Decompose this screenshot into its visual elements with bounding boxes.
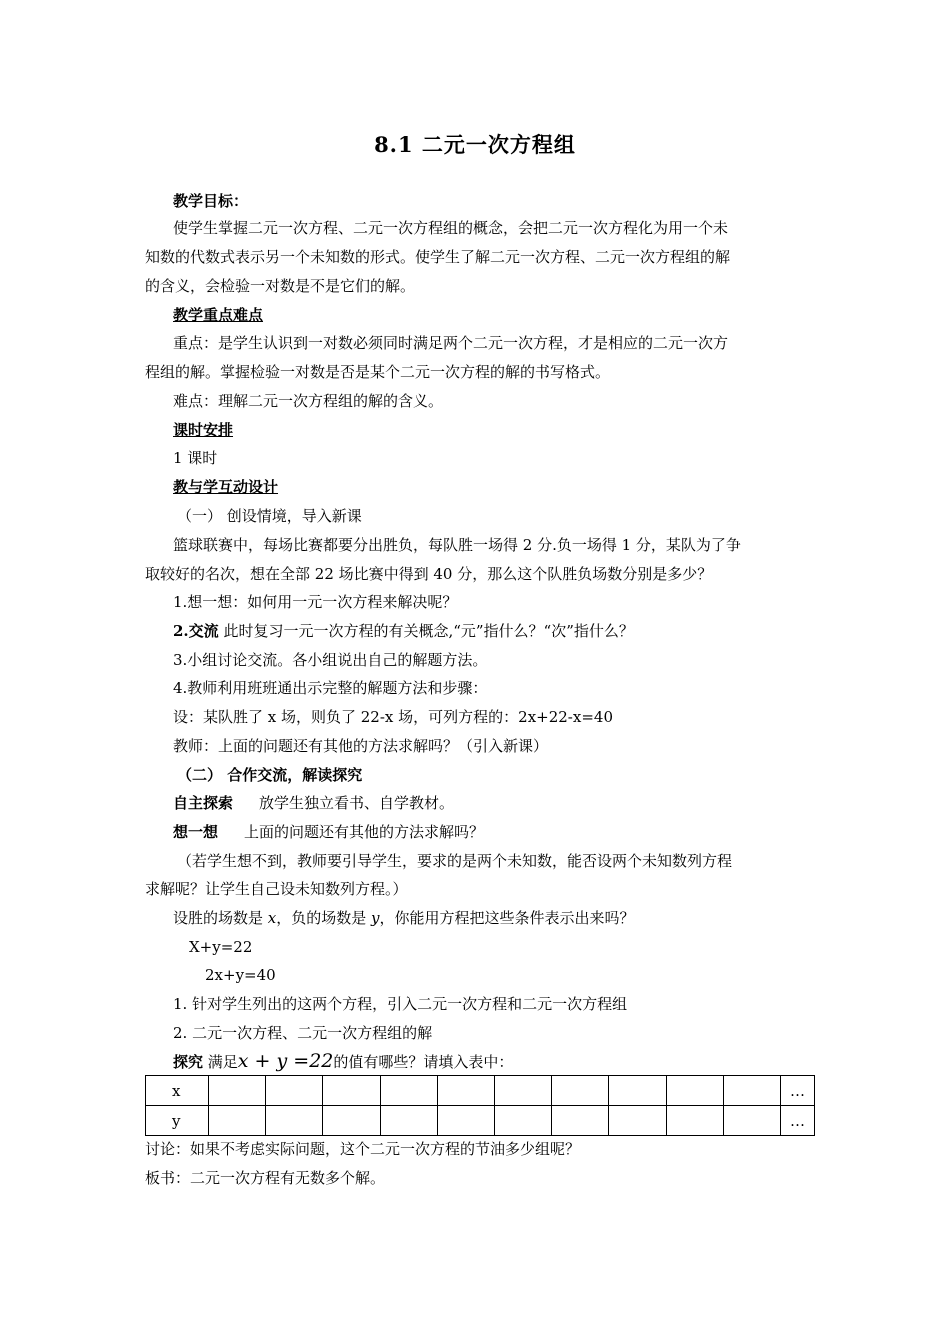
row-header-y: y (146, 1106, 209, 1136)
table-cell[interactable] (323, 1106, 380, 1136)
row-header-x: x (146, 1076, 209, 1106)
ellipsis-cell: … (781, 1106, 815, 1136)
table-row (146, 1076, 815, 1106)
problem-line-2: 取较好的名次，想在全部 22 场比赛中得到 40 分，那么这个队胜负场数分别是多少？ (145, 565, 713, 583)
page-title: 8.1 二元一次方程组 (374, 132, 576, 157)
step-4: 4.教师利用班班通出示完整的解题方法和步骤： (173, 679, 488, 697)
part1-heading: （一） 创设情境，导入新课 (177, 507, 362, 525)
self-study (173, 793, 454, 813)
table-cell[interactable] (266, 1106, 323, 1136)
set-variables-b: ，负的场数是 (276, 909, 372, 927)
table-cell[interactable] (723, 1076, 780, 1106)
step-2-label: 2.交流 (173, 622, 219, 640)
objectives-line-1: 使学生掌握二元一次方程、二元一次方程组的概念，会把二元一次方程化为用一个未 (173, 219, 729, 237)
table-cell[interactable] (437, 1106, 494, 1136)
self-study-label: 自主探索 (173, 794, 234, 812)
equation-1: X+y=22 (189, 938, 253, 956)
board-note: 板书：二元一次方程有无数多个解。 (145, 1169, 386, 1187)
keypoints-heading: 教学重点难点 (173, 306, 264, 324)
step-2-text: 此时复习一元一次方程的有关概念,“元”指什么？“次”指什么？ (218, 622, 634, 640)
step-3: 3.小组讨论交流。各小组说出自己的解题方法。 (173, 651, 488, 669)
explore-equation: x + y =22 (237, 1050, 334, 1072)
explore-line (173, 1051, 513, 1072)
table-cell[interactable] (609, 1106, 666, 1136)
self-study-text: 放学生独立看书、自学教材。 (259, 794, 455, 812)
problem-line-1: 篮球联赛中，每场比赛都要分出胜负，每队胜一场得 2 分.负一场得 1 分，某队为了争 (173, 536, 741, 554)
numbered-1: 1. 针对学生列出的这两个方程，引入二元一次方程和二元一次方程组 (173, 995, 628, 1013)
table-cell[interactable] (666, 1106, 723, 1136)
table-cell[interactable] (552, 1076, 609, 1106)
explore-post: 的值有哪些？请填入表中： (333, 1053, 514, 1071)
ellipsis-cell: … (781, 1076, 815, 1106)
objectives-line-3: 的含义，会检验一对数是不是它们的解。 (145, 277, 416, 295)
step-6: 教师：上面的问题还有其他的方法求解吗？（引入新课） (173, 737, 549, 755)
step-5: 设：某队胜了 x 场，则负了 22-x 场，可列方程的：2x+22-x=40 (173, 708, 613, 726)
table-cell[interactable] (495, 1106, 552, 1136)
solution-table (145, 1075, 815, 1136)
part2-heading: （二） 合作交流，解读探究 (177, 766, 363, 784)
design-heading: 教与学互动设计 (173, 478, 279, 496)
hint-line-1: （若学生想不到，教师要引导学生，要求的是两个未知数，能否设两个未知数列方程 (177, 852, 733, 870)
numbered-2: 2. 二元一次方程、二元一次方程组的解 (173, 1024, 433, 1042)
table-cell[interactable] (209, 1106, 266, 1136)
table-cell[interactable] (437, 1076, 494, 1106)
explore-label: 探究 (173, 1053, 204, 1071)
var-y: y (371, 909, 380, 927)
objectives-heading: 教学目标： (173, 192, 249, 210)
discussion: 讨论：如果不考虑实际问题，这个二元一次方程的节油多少组呢？ (145, 1140, 581, 1158)
set-variables-a: 设胜的场数是 (173, 909, 268, 927)
table-cell[interactable] (380, 1076, 437, 1106)
table-cell[interactable] (552, 1106, 609, 1136)
set-variables (173, 908, 635, 928)
objectives-line-2: 知数的代数式表示另一个未知数的形式。使学生了解二元一次方程、二元一次方程组的解 (145, 248, 731, 266)
table-cell[interactable] (380, 1106, 437, 1136)
explore-pre: 满足 (203, 1053, 238, 1071)
think-text: 上面的问题还有其他的方法求解吗？ (244, 823, 485, 841)
hint-line-2: 求解呢？让学生自己设未知数列方程。） (145, 880, 408, 898)
set-variables-c: ，你能用方程把这些条件表示出来吗？ (379, 909, 635, 927)
table-cell[interactable] (266, 1076, 323, 1106)
table-row (146, 1106, 815, 1136)
schedule-value: 1 课时 (173, 449, 218, 467)
step-2 (173, 621, 634, 641)
var-x: x (267, 909, 277, 927)
think-label: 想一想 (173, 823, 219, 841)
keypoints-line-1: 重点：是学生认识到一对数必须同时满足两个二元一次方程，才是相应的二元一次方 (173, 334, 729, 352)
keypoints-line-3: 难点：理解二元一次方程组的解的含义。 (173, 392, 444, 410)
table-cell[interactable] (495, 1076, 552, 1106)
table-cell[interactable] (323, 1076, 380, 1106)
table-cell[interactable] (209, 1076, 266, 1106)
think (173, 822, 484, 842)
keypoints-line-2: 程组的解。掌握检验一对数是否是某个二元一次方程的解的书写格式。 (145, 363, 611, 381)
step-1: 1.想一想：如何用一元一次方程来解决呢？ (173, 593, 458, 611)
equation-2: 2x+y=40 (205, 966, 276, 984)
table-cell[interactable] (723, 1106, 780, 1136)
table-cell[interactable] (609, 1076, 666, 1106)
table-cell[interactable] (666, 1076, 723, 1106)
schedule-heading: 课时安排 (173, 421, 234, 439)
